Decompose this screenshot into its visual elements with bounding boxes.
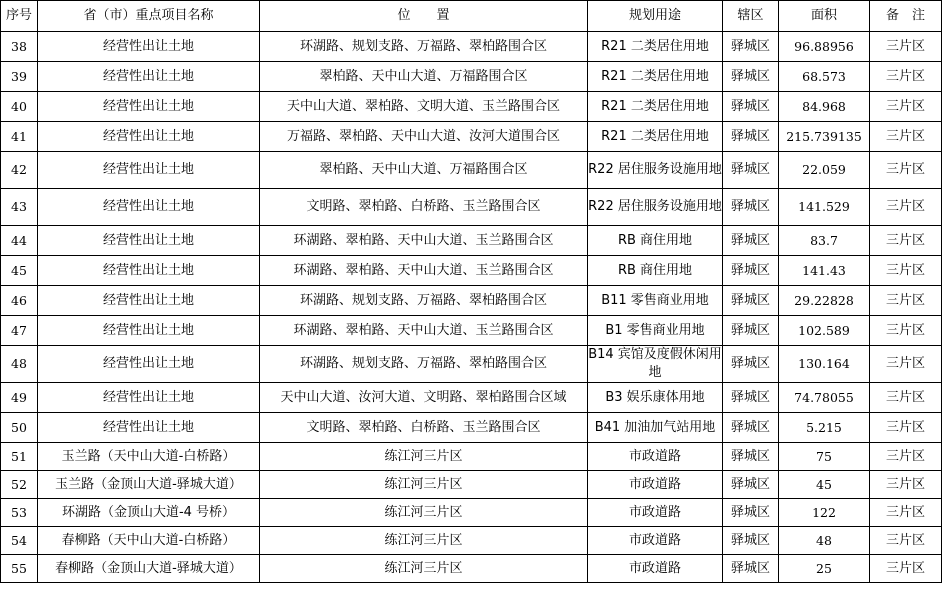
table-row [1,555,942,583]
cell-serial-number: 51 [1,443,38,471]
table-row [1,443,942,471]
table-row [1,286,942,316]
table-row [1,62,942,92]
cell-project-name: 经营性出让土地 [38,413,260,443]
cell-location: 翠柏路、天中山大道、万福路围合区 [260,152,588,189]
cell-district: 驿城区 [723,499,779,527]
cell-district: 驿城区 [723,122,779,152]
cell-district: 驿城区 [723,413,779,443]
cell-remarks: 三片区 [870,92,942,122]
cell-serial-number: 48 [1,346,38,383]
cell-area: 84.968 [779,92,870,122]
cell-project-name: 经营性出让土地 [38,346,260,383]
cell-district: 驿城区 [723,346,779,383]
cell-planned-use: 市政道路 [588,527,723,555]
cell-location: 练江河三片区 [260,471,588,499]
cell-area: 25 [779,555,870,583]
cell-project-name: 经营性出让土地 [38,383,260,413]
cell-remarks: 三片区 [870,555,942,583]
cell-serial-number: 47 [1,316,38,346]
cell-area: 74.78055 [779,383,870,413]
cell-project-name: 经营性出让土地 [38,32,260,62]
cell-district: 驿城区 [723,226,779,256]
cell-location: 练江河三片区 [260,527,588,555]
cell-area: 5.215 [779,413,870,443]
cell-location: 环湖路、规划支路、万福路、翠柏路围合区 [260,286,588,316]
cell-location: 练江河三片区 [260,443,588,471]
cell-project-name: 经营性出让土地 [38,189,260,226]
cell-project-name: 经营性出让土地 [38,122,260,152]
cell-planned-use: R22 居住服务设施用地 [588,152,723,189]
cell-planned-use: 市政道路 [588,443,723,471]
cell-planned-use: B11 零售商业用地 [588,286,723,316]
table-row [1,122,942,152]
table-row [1,189,942,226]
cell-district: 驿城区 [723,256,779,286]
table-row [1,346,942,383]
header-location: 位 置 [260,1,588,32]
cell-serial-number: 53 [1,499,38,527]
table-row [1,256,942,286]
cell-district: 驿城区 [723,152,779,189]
cell-location: 环湖路、翠柏路、天中山大道、玉兰路围合区 [260,256,588,286]
cell-project-name: 春柳路（天中山大道-白桥路） [38,527,260,555]
cell-district: 驿城区 [723,32,779,62]
cell-remarks: 三片区 [870,286,942,316]
cell-location: 天中山大道、翠柏路、文明大道、玉兰路围合区 [260,92,588,122]
cell-serial-number: 39 [1,62,38,92]
cell-remarks: 三片区 [870,471,942,499]
cell-serial-number: 41 [1,122,38,152]
cell-serial-number: 45 [1,256,38,286]
cell-planned-use: R21 二类居住用地 [588,32,723,62]
cell-district: 驿城区 [723,286,779,316]
cell-district: 驿城区 [723,471,779,499]
cell-planned-use: B41 加油加气站用地 [588,413,723,443]
cell-remarks: 三片区 [870,32,942,62]
table-row [1,92,942,122]
cell-planned-use: RB 商住用地 [588,256,723,286]
table-body [1,32,942,583]
cell-project-name: 经营性出让土地 [38,256,260,286]
cell-serial-number: 55 [1,555,38,583]
cell-remarks: 三片区 [870,122,942,152]
cell-remarks: 三片区 [870,527,942,555]
header-area: 面积 [779,1,870,32]
cell-remarks: 三片区 [870,383,942,413]
cell-remarks: 三片区 [870,256,942,286]
cell-serial-number: 52 [1,471,38,499]
header-district: 辖区 [723,1,779,32]
cell-location: 翠柏路、天中山大道、万福路围合区 [260,62,588,92]
table-row [1,316,942,346]
header-planned-use: 规划用途 [588,1,723,32]
table-row [1,499,942,527]
table-row [1,152,942,189]
cell-planned-use: 市政道路 [588,499,723,527]
cell-project-name: 经营性出让土地 [38,152,260,189]
cell-area: 22.059 [779,152,870,189]
cell-serial-number: 43 [1,189,38,226]
cell-district: 驿城区 [723,92,779,122]
cell-serial-number: 46 [1,286,38,316]
cell-remarks: 三片区 [870,226,942,256]
cell-location: 天中山大道、汝河大道、文明路、翠柏路围合区域 [260,383,588,413]
cell-planned-use: B14 宾馆及度假休闲用地 [588,346,723,383]
cell-location: 环湖路、规划支路、万福路、翠柏路围合区 [260,346,588,383]
cell-area: 215.739135 [779,122,870,152]
cell-location: 环湖路、翠柏路、天中山大道、玉兰路围合区 [260,226,588,256]
cell-location: 文明路、翠柏路、白桥路、玉兰路围合区 [260,413,588,443]
cell-serial-number: 38 [1,32,38,62]
cell-area: 75 [779,443,870,471]
cell-location: 练江河三片区 [260,555,588,583]
cell-location: 文明路、翠柏路、白桥路、玉兰路围合区 [260,189,588,226]
cell-project-name: 环湖路（金顶山大道-4 号桥） [38,499,260,527]
cell-location: 练江河三片区 [260,499,588,527]
cell-area: 68.573 [779,62,870,92]
cell-area: 141.529 [779,189,870,226]
table-row [1,413,942,443]
cell-project-name: 经营性出让土地 [38,62,260,92]
cell-planned-use: R21 二类居住用地 [588,62,723,92]
cell-location: 万福路、翠柏路、天中山大道、汝河大道围合区 [260,122,588,152]
cell-planned-use: R22 居住服务设施用地 [588,189,723,226]
table-row [1,471,942,499]
cell-project-name: 经营性出让土地 [38,226,260,256]
cell-area: 130.164 [779,346,870,383]
cell-serial-number: 42 [1,152,38,189]
cell-planned-use: RB 商住用地 [588,226,723,256]
cell-remarks: 三片区 [870,62,942,92]
cell-area: 122 [779,499,870,527]
cell-project-name: 经营性出让土地 [38,286,260,316]
cell-project-name: 经营性出让土地 [38,92,260,122]
cell-remarks: 三片区 [870,499,942,527]
cell-remarks: 三片区 [870,189,942,226]
cell-remarks: 三片区 [870,152,942,189]
cell-serial-number: 44 [1,226,38,256]
table-row [1,226,942,256]
header-project-name: 省（市）重点项目名称 [38,1,260,32]
header-serial-number: 序号 [1,1,38,32]
cell-serial-number: 54 [1,527,38,555]
cell-area: 141.43 [779,256,870,286]
cell-planned-use: R21 二类居住用地 [588,92,723,122]
cell-project-name: 经营性出让土地 [38,316,260,346]
cell-planned-use: 市政道路 [588,471,723,499]
cell-location: 环湖路、规划支路、万福路、翠柏路围合区 [260,32,588,62]
table-row [1,527,942,555]
cell-remarks: 三片区 [870,316,942,346]
cell-area: 102.589 [779,316,870,346]
header-row [1,1,942,32]
cell-district: 驿城区 [723,62,779,92]
cell-location: 环湖路、翠柏路、天中山大道、玉兰路围合区 [260,316,588,346]
cell-district: 驿城区 [723,443,779,471]
cell-area: 96.88956 [779,32,870,62]
cell-planned-use: B1 零售商业用地 [588,316,723,346]
table-row [1,383,942,413]
header-remarks: 备 注 [870,1,942,32]
cell-area: 83.7 [779,226,870,256]
cell-area: 29.22828 [779,286,870,316]
cell-district: 驿城区 [723,383,779,413]
table-row [1,32,942,62]
cell-area: 48 [779,527,870,555]
cell-remarks: 三片区 [870,346,942,383]
cell-planned-use: 市政道路 [588,555,723,583]
cell-district: 驿城区 [723,316,779,346]
cell-district: 驿城区 [723,555,779,583]
cell-serial-number: 49 [1,383,38,413]
cell-project-name: 春柳路（金顶山大道-驿城大道） [38,555,260,583]
cell-planned-use: R21 二类居住用地 [588,122,723,152]
cell-serial-number: 40 [1,92,38,122]
cell-remarks: 三片区 [870,443,942,471]
cell-district: 驿城区 [723,527,779,555]
cell-serial-number: 50 [1,413,38,443]
cell-district: 驿城区 [723,189,779,226]
cell-project-name: 玉兰路（天中山大道-白桥路） [38,443,260,471]
cell-project-name: 玉兰路（金顶山大道-驿城大道） [38,471,260,499]
cell-remarks: 三片区 [870,413,942,443]
cell-area: 45 [779,471,870,499]
cell-planned-use: B3 娱乐康体用地 [588,383,723,413]
